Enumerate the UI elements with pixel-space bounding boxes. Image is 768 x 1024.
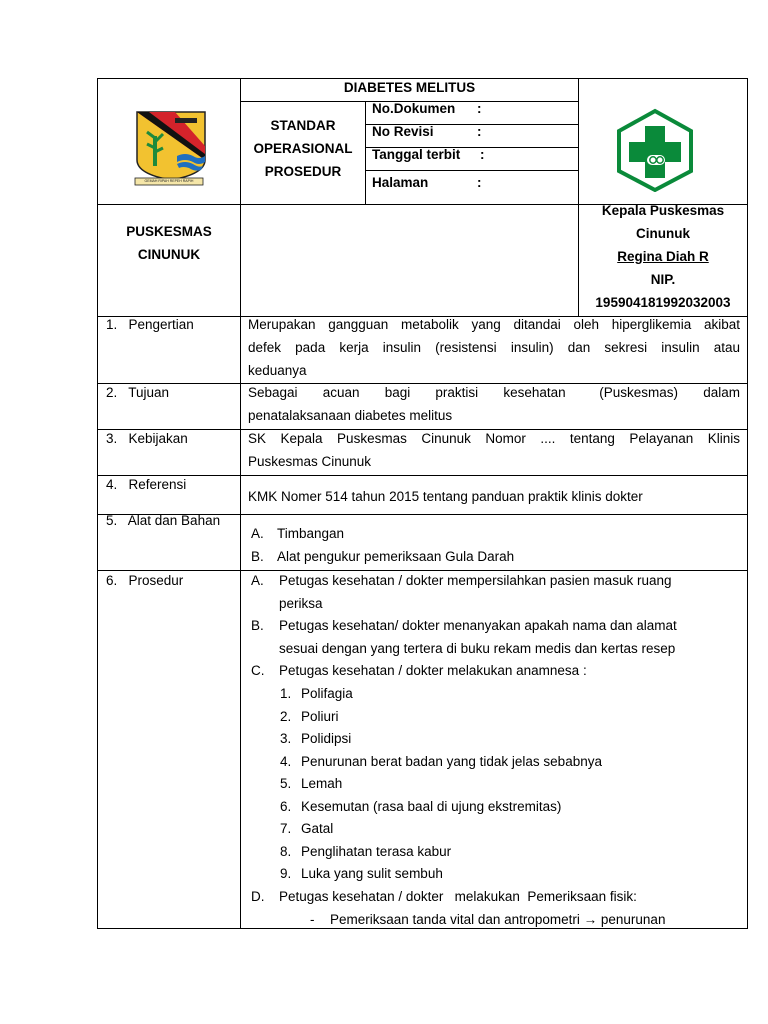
kebijakan-line-2: Puskesmas Cinunuk <box>248 454 372 469</box>
list-marker: 9. <box>280 866 292 881</box>
nip-number: 195904181992032003 <box>595 295 731 310</box>
symptom-item: Polifagia <box>301 686 353 701</box>
nip-label: NIP. <box>650 272 676 287</box>
symptom-item: Penurunan berat badan yang tidak jelas sebabnya <box>301 754 602 769</box>
list-marker: D. <box>251 889 265 904</box>
list-marker: 5. <box>280 776 292 791</box>
row-label-kebijakan: 3. Kebijakan <box>106 431 188 446</box>
sub-item: Pemeriksaan tanda vital dan antropometri → penurunan <box>330 912 666 927</box>
field-label-no-dokumen: No.Dokumen <box>372 101 456 116</box>
list-marker: A. <box>251 526 264 541</box>
prosedur-step-text: periksa <box>279 596 323 611</box>
list-marker: 6. <box>280 799 292 814</box>
prosedur-step-text: Petugas kesehatan / dokter melakukan anamnesa : <box>279 663 587 678</box>
list-marker: B. <box>251 618 264 633</box>
tujuan-line-2: penatalaksanaan diabetes melitus <box>248 408 453 423</box>
list-marker: 2. <box>280 709 292 724</box>
list-marker: 7. <box>280 821 292 836</box>
field-label-tanggal-terbit: Tanggal terbit <box>372 147 461 162</box>
list-marker: 8. <box>280 844 292 859</box>
symptom-item: Luka yang sulit sembuh <box>301 866 443 881</box>
symptom-item: Gatal <box>301 821 334 836</box>
list-marker: 4. <box>280 754 292 769</box>
field-colon: : <box>477 175 482 190</box>
sop-label-line-1: STANDAR <box>270 118 336 133</box>
puskesmas-name-line-1: PUSKESMAS <box>126 224 212 239</box>
pengertian-line-1: Merupakan gangguan metabolik yang ditandai oleh hiperglikemia akibat <box>248 317 740 332</box>
list-marker: C. <box>251 663 265 678</box>
field-label-no-revisi: No Revisi <box>372 124 434 139</box>
list-marker: A. <box>251 573 264 588</box>
alat-item: Timbangan <box>277 526 345 541</box>
puskesmas-cross-logo <box>613 108 697 192</box>
puskesmas-name-line-2: CINUNUK <box>137 247 201 262</box>
field-colon: : <box>477 124 482 139</box>
tujuan-line-1: Sebagai acuan bagi praktisi kesehatan (Puskesmas) dalam <box>248 385 740 400</box>
symptom-item: Penglihatan terasa kabur <box>301 844 452 859</box>
sop-label-line-2: OPERASIONAL <box>253 141 353 156</box>
head-name: Regina Diah R <box>617 249 709 264</box>
prosedur-step-text: Petugas kesehatan / dokter mempersilahkan pasien masuk ruang <box>279 573 672 588</box>
alat-item: Alat pengukur pemeriksaan Gula Darah <box>277 549 515 564</box>
document-title: DIABETES MELITUS <box>343 80 476 95</box>
sop-label-line-3: PROSEDUR <box>264 164 342 179</box>
row-label-prosedur: 6. Prosedur <box>106 573 184 588</box>
field-colon: : <box>480 147 485 162</box>
symptom-item: Poliuri <box>301 709 339 724</box>
row-label-referensi: 4. Referensi <box>106 477 187 492</box>
head-title-line-2: Cinunuk <box>636 226 690 241</box>
symptom-item: Polidipsi <box>301 731 352 746</box>
field-label-halaman: Halaman <box>372 175 429 190</box>
symptom-item: Lemah <box>301 776 343 791</box>
pengertian-line-3: keduanya <box>248 363 307 378</box>
row-label-pengertian: 1. Pengertian <box>106 317 194 332</box>
head-title-line-1: Kepala Puskesmas <box>601 203 725 218</box>
prosedur-step-text: Petugas kesehatan/ dokter menanyakan apakah nama dan alamat <box>279 618 677 633</box>
list-marker: 3. <box>280 731 292 746</box>
field-colon: : <box>477 101 482 116</box>
list-marker: 1. <box>280 686 292 701</box>
list-marker: - <box>310 912 315 927</box>
regency-coat-of-arms-logo <box>125 108 213 190</box>
prosedur-step-text: Petugas kesehatan / dokter melakukan Pemeriksaan fisik: <box>279 889 637 904</box>
pengertian-line-2: defek pada kerja insulin (resistensi insulin) dan sekresi insulin atau <box>248 340 740 355</box>
row-label-alat-dan-bahan: 5. Alat dan Bahan <box>106 513 221 528</box>
referensi-line-1: KMK Nomer 514 tahun 2015 tentang panduan praktik klinis dokter <box>248 489 643 504</box>
symptom-item: Kesemutan (rasa baal di ujung ekstremitas) <box>301 799 562 814</box>
kebijakan-line-1: SK Kepala Puskesmas Cinunuk Nomor .... tentang Pelayanan Klinis <box>248 431 740 446</box>
list-marker: B. <box>251 549 264 564</box>
logo-motto: GEMAH RIPAH REPEH RAPIH <box>144 179 194 183</box>
row-label-tujuan: 2. Tujuan <box>106 385 170 400</box>
prosedur-step-text: sesuai dengan yang tertera di buku rekam medis dan kertas resep <box>279 641 676 656</box>
